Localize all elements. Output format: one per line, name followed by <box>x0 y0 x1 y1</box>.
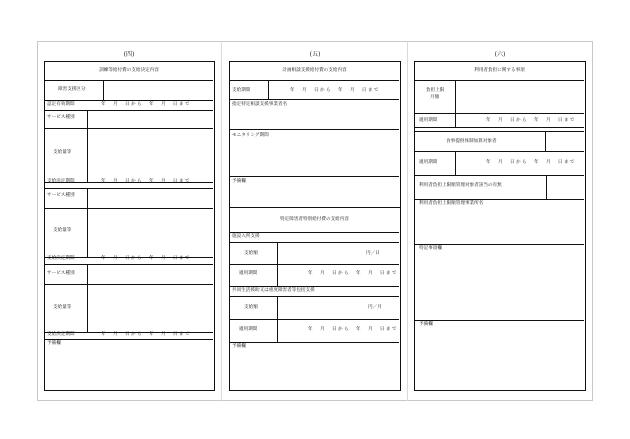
decision-period-label: 支給決定期間 <box>47 332 75 337</box>
cap-management-office-label: 利用者負担上限額管理事業所名 <box>419 201 484 206</box>
facility-support-label: 施設入所支援 <box>232 234 260 239</box>
section-header: 利用者負担に関する事項 <box>474 68 525 73</box>
burden-cap-label-2: 月額 <box>430 95 440 100</box>
supply-amount-label: 支給量等 <box>53 150 72 155</box>
decision-period-label: 支給決定期間 <box>47 256 75 261</box>
cert-period-label: 認定有効期間 <box>47 102 75 107</box>
payment-unit-day: 円／日 <box>366 251 380 256</box>
fold-line <box>407 41 408 401</box>
applicable-period-label: 適用期間 <box>419 118 438 123</box>
supply-period-label: 支給期間 <box>232 88 251 93</box>
panel-title-4: (四) <box>123 51 135 58</box>
monitoring-label: モニタリング期間 <box>232 133 269 138</box>
panel-title-6: (六) <box>494 51 506 58</box>
applicable-period-value: 年 月 日から 年 月 日まで <box>308 271 398 276</box>
applicable-period-label: 適用期間 <box>239 271 258 276</box>
decision-period-value: 年 月 日から 年 月 日まで <box>101 179 191 184</box>
applicable-period-value: 年 月 日から 年 月 日まで <box>308 327 398 332</box>
payment-unit-month: 円／月 <box>368 305 382 310</box>
supply-period-value: 年 月 日から 年 月 日まで <box>290 88 380 93</box>
supply-amount-label: 支給量等 <box>53 305 72 310</box>
decision-period-value: 年 月 日から 年 月 日まで <box>101 256 191 261</box>
section-header: 計画相談支援給付費の支給内容 <box>282 68 347 73</box>
special-notes-label: 特記事項欄 <box>419 246 442 251</box>
section-header: 特定障害者特別給付費の支給内容 <box>280 217 349 222</box>
service-type-label: サービス種別 <box>47 115 75 120</box>
special-disabled-benefit-section <box>229 207 401 391</box>
panel-title-5: (五) <box>309 51 321 58</box>
plan-consultation-section <box>229 61 401 211</box>
meal-support-label: 食事提供体制加算対象者 <box>446 139 497 144</box>
user-burden-section <box>414 61 586 391</box>
training-benefit-section <box>44 61 215 391</box>
disability-class-label: 障害支援区分 <box>58 87 86 92</box>
service-type-label: サービス種別 <box>47 271 75 276</box>
decision-period-value: 年 月 日から 年 月 日まで <box>101 332 191 337</box>
applicable-period-label: 適用期間 <box>239 327 258 332</box>
payment-amount-label: 支給額 <box>244 305 258 310</box>
burden-cap-label: 負担上限 <box>426 88 445 93</box>
applicable-period-value: 年 月 日から 年 月 日まで <box>486 160 576 165</box>
decision-period-label: 支給決定期間 <box>47 179 75 184</box>
office-name-label: 指定特定相談支援事業者名 <box>232 102 288 107</box>
applicable-period-value: 年 月 日から 年 月 日まで <box>486 118 576 123</box>
cap-management-applicable-label: 利用者負担上限額管理対象者該当の有無 <box>419 183 502 188</box>
group-home-label: 共同生活援助又は重度障害者等包括支援 <box>232 288 315 293</box>
applicable-period-label: 適用期間 <box>419 160 438 165</box>
notes-label: 予備欄 <box>232 179 246 184</box>
supply-amount-label: 支給量等 <box>53 228 72 233</box>
section-header: 訓練等給付費の支給決定内容 <box>99 68 159 73</box>
notes-label: 予備欄 <box>232 344 246 349</box>
service-type-label: サービス種別 <box>47 193 75 198</box>
notes-label: 予備欄 <box>419 322 433 327</box>
fold-line <box>221 41 222 401</box>
payment-amount-label: 支給額 <box>244 251 258 256</box>
notes-label: 予備欄 <box>47 341 61 346</box>
cert-period-value: 年 月 日から 年 月 日まで <box>101 102 191 107</box>
